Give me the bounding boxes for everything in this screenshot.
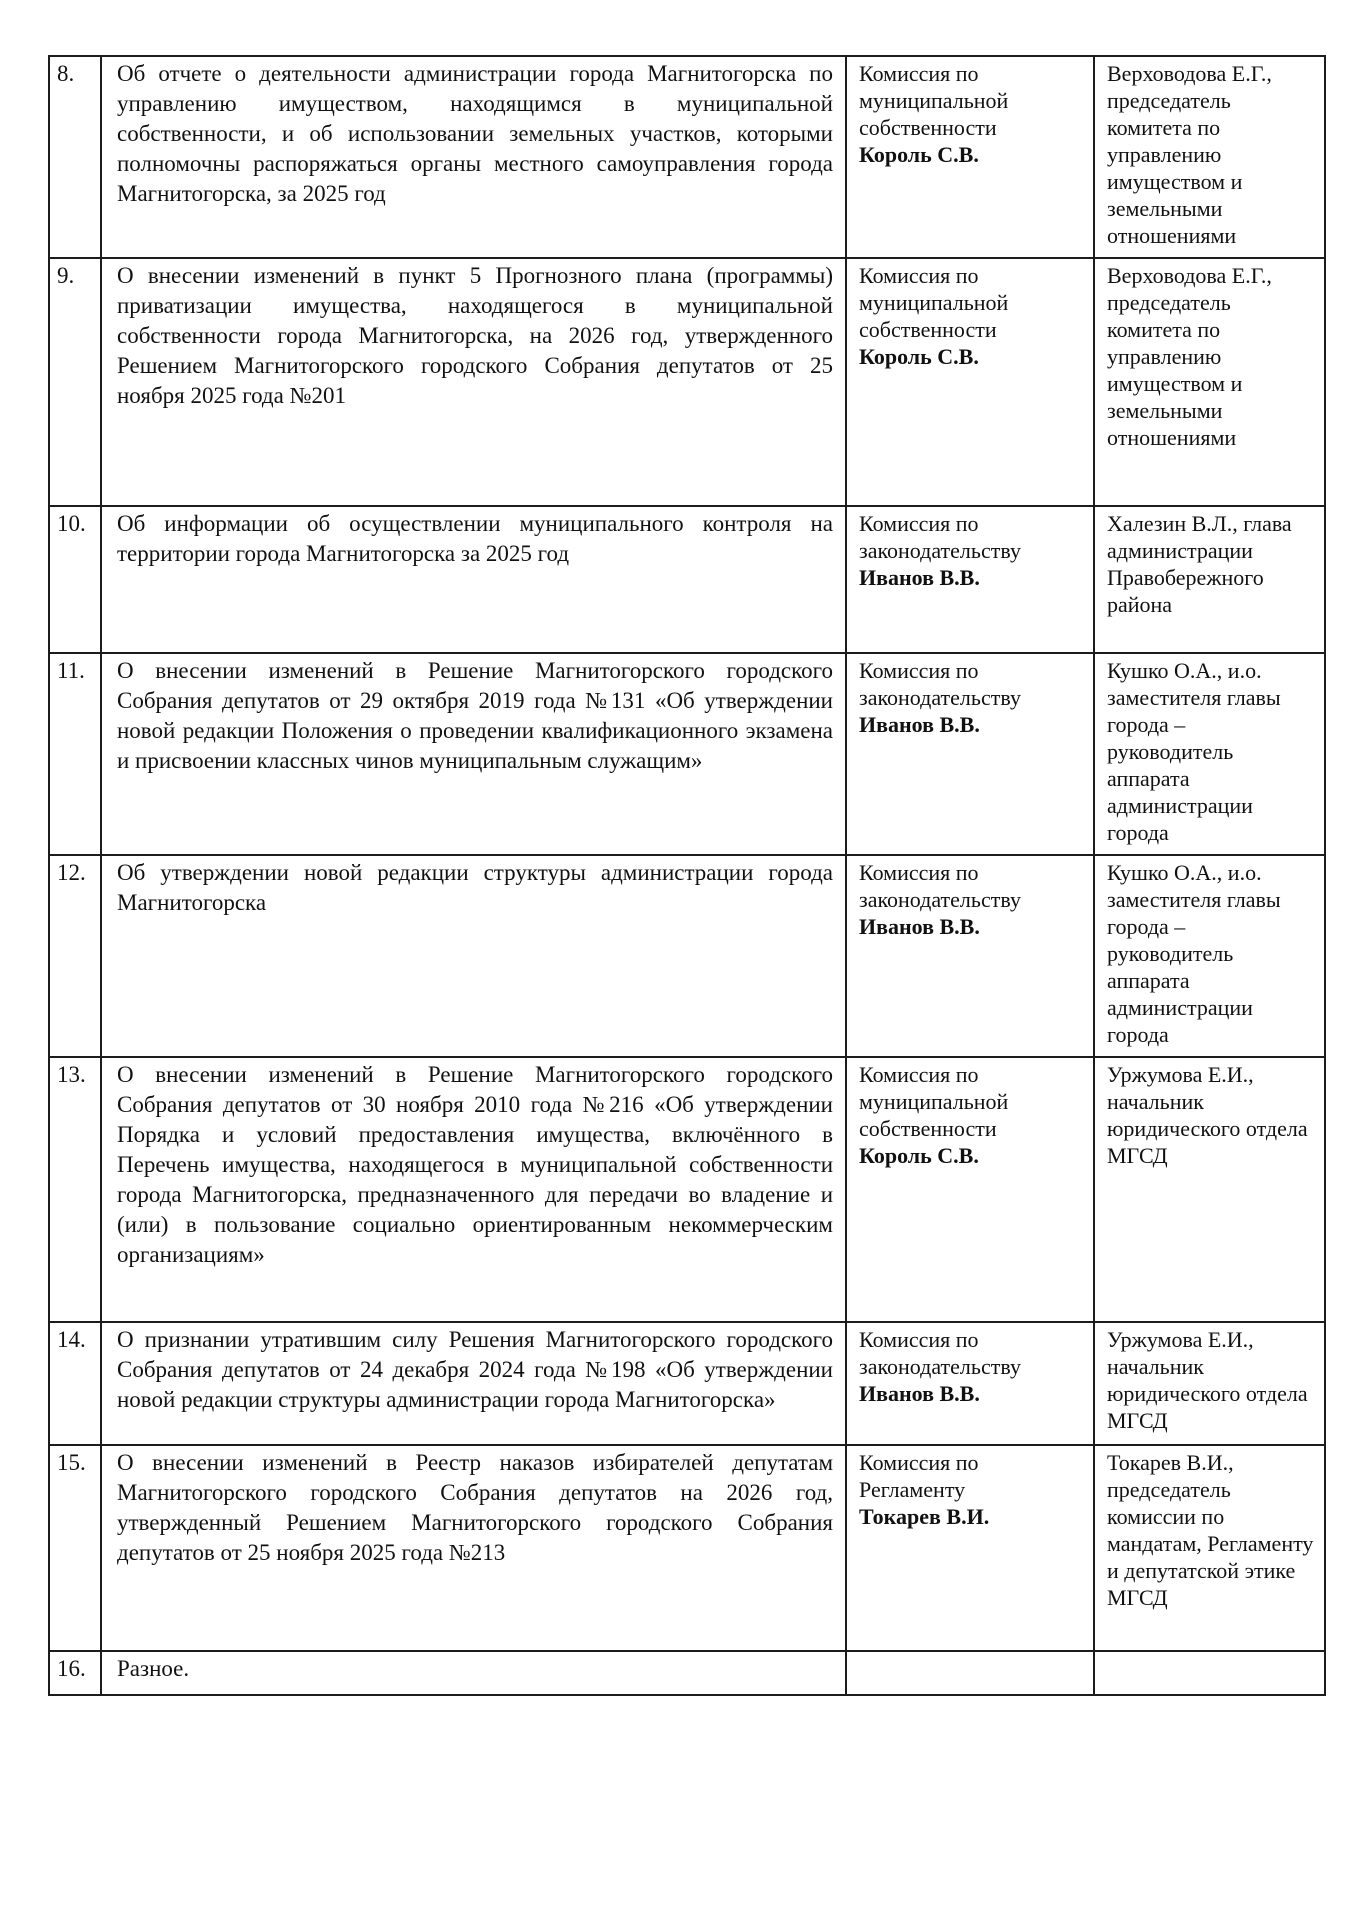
table-row — [49, 1057, 1325, 1322]
table-row — [49, 56, 1325, 258]
agenda-item-number: 12. — [49, 855, 101, 1057]
agenda-item-commission — [846, 855, 1094, 1057]
agenda-item-speaker: Кушко О.А., и.о. заместителя главы города – руководитель аппарата администрации города — [1094, 855, 1325, 1057]
table-row — [49, 855, 1325, 1057]
table-row — [49, 1651, 1325, 1695]
agenda-item-speaker: Кушко О.А., и.о. заместителя главы города – руководитель аппарата администрации города — [1094, 653, 1325, 855]
agenda-item-commission — [846, 1651, 1094, 1695]
agenda-item-topic: О внесении изменений в Решение Магнитогорского городского Собрания депутатов от 29 октября 2019 года №131 «Об утверждении новой редакции Положения о проведении квалификационного экзамена и присвоении классных чинов муниципальным служащим» — [101, 653, 846, 855]
table-row — [49, 506, 1325, 653]
agenda-item-speaker: Уржумова Е.И., начальник юридического отдела МГСД — [1094, 1057, 1325, 1322]
agenda-item-commission — [846, 56, 1094, 258]
commission-head-name: Токарев В.И. — [859, 1504, 990, 1529]
agenda-item-topic: О внесении изменений в пункт 5 Прогнозного плана (программы) приватизации имущества, находящегося в муниципальной собственности города Магнитогорска, на 2026 год, утвержденного Решением Магнитогорского городского Собрания депутатов от 25 ноября 2025 года №201 — [101, 258, 846, 506]
commission-name: Комиссия по муниципальной собственности — [859, 61, 1009, 140]
agenda-item-topic: Разное. — [101, 1651, 846, 1695]
commission-head-name: Король С.В. — [859, 142, 979, 167]
agenda-item-speaker: Халезин В.Л., глава администрации Правобережного района — [1094, 506, 1325, 653]
commission-name: Комиссия по законодательству — [859, 1327, 1021, 1379]
commission-name: Комиссия по законодательству — [859, 511, 1021, 563]
agenda-item-number: 14. — [49, 1322, 101, 1445]
agenda-item-number: 11. — [49, 653, 101, 855]
agenda-item-speaker: Верховодова Е.Г., председатель комитета по управлению имуществом и земельными отношениями — [1094, 258, 1325, 506]
agenda-item-number: 9. — [49, 258, 101, 506]
agenda-item-topic: Об утверждении новой редакции структуры администрации города Магнитогорска — [101, 855, 846, 1057]
table-row — [49, 1445, 1325, 1651]
commission-head-name: Король С.В. — [859, 344, 979, 369]
agenda-table-body — [49, 56, 1325, 1695]
commission-name: Комиссия по Регламенту — [859, 1450, 979, 1502]
agenda-item-topic: Об отчете о деятельности администрации города Магнитогорска по управлению имуществом, находящимся в муниципальной собственности, и об использовании земельных участков, которыми полномочны распоряжаться органы местного самоуправления города Магнитогорска, за 2025 год — [101, 56, 846, 258]
commission-name: Комиссия по муниципальной собственности — [859, 263, 1009, 342]
agenda-item-speaker: Уржумова Е.И., начальник юридического отдела МГСД — [1094, 1322, 1325, 1445]
table-row — [49, 653, 1325, 855]
commission-head-name: Иванов В.В. — [859, 712, 980, 737]
agenda-item-number: 8. — [49, 56, 101, 258]
agenda-table — [48, 55, 1326, 1696]
agenda-item-number: 13. — [49, 1057, 101, 1322]
table-row — [49, 258, 1325, 506]
commission-head-name: Иванов В.В. — [859, 1381, 980, 1406]
agenda-item-commission — [846, 506, 1094, 653]
agenda-item-commission — [846, 1057, 1094, 1322]
agenda-item-commission — [846, 653, 1094, 855]
commission-name: Комиссия по муниципальной собственности — [859, 1062, 1009, 1141]
agenda-item-speaker: Токарев В.И., председатель комиссии по мандатам, Регламенту и депутатской этике МГСД — [1094, 1445, 1325, 1651]
agenda-item-topic: О внесении изменений в Реестр наказов избирателей депутатам Магнитогорского городского Собрания депутатов на 2026 год, утвержденный Решением Магнитогорского городского Собрания депутатов от 25 ноября 2025 года №213 — [101, 1445, 846, 1651]
agenda-item-commission — [846, 1322, 1094, 1445]
agenda-item-topic: О признании утратившим силу Решения Магнитогорского городского Собрания депутатов от 24 декабря 2024 года №198 «Об утверждении новой редакции структуры администрации города Магнитогорска» — [101, 1322, 846, 1445]
commission-head-name: Иванов В.В. — [859, 565, 980, 590]
commission-name: Комиссия по законодательству — [859, 658, 1021, 710]
agenda-item-speaker: Верховодова Е.Г., председатель комитета по управлению имуществом и земельными отношениями — [1094, 56, 1325, 258]
table-row — [49, 1322, 1325, 1445]
commission-head-name: Король С.В. — [859, 1143, 979, 1168]
agenda-item-topic: О внесении изменений в Решение Магнитогорского городского Собрания депутатов от 30 ноября 2010 года №216 «Об утверждении Порядка и условий предоставления имущества, включённого в Перечень имущества, находящегося в муниципальной собственности города Магнитогорска, предназначенного для передачи во владение и (или) в пользование социально ориентированным некоммерческим организациям» — [101, 1057, 846, 1322]
agenda-item-commission — [846, 1445, 1094, 1651]
agenda-item-number: 16. — [49, 1651, 101, 1695]
commission-name: Комиссия по законодательству — [859, 860, 1021, 912]
commission-head-name: Иванов В.В. — [859, 914, 980, 939]
agenda-item-commission — [846, 258, 1094, 506]
agenda-item-number: 10. — [49, 506, 101, 653]
agenda-item-number: 15. — [49, 1445, 101, 1651]
agenda-item-topic: Об информации об осуществлении муниципального контроля на территории города Магнитогорска за 2025 год — [101, 506, 846, 653]
agenda-item-speaker — [1094, 1651, 1325, 1695]
